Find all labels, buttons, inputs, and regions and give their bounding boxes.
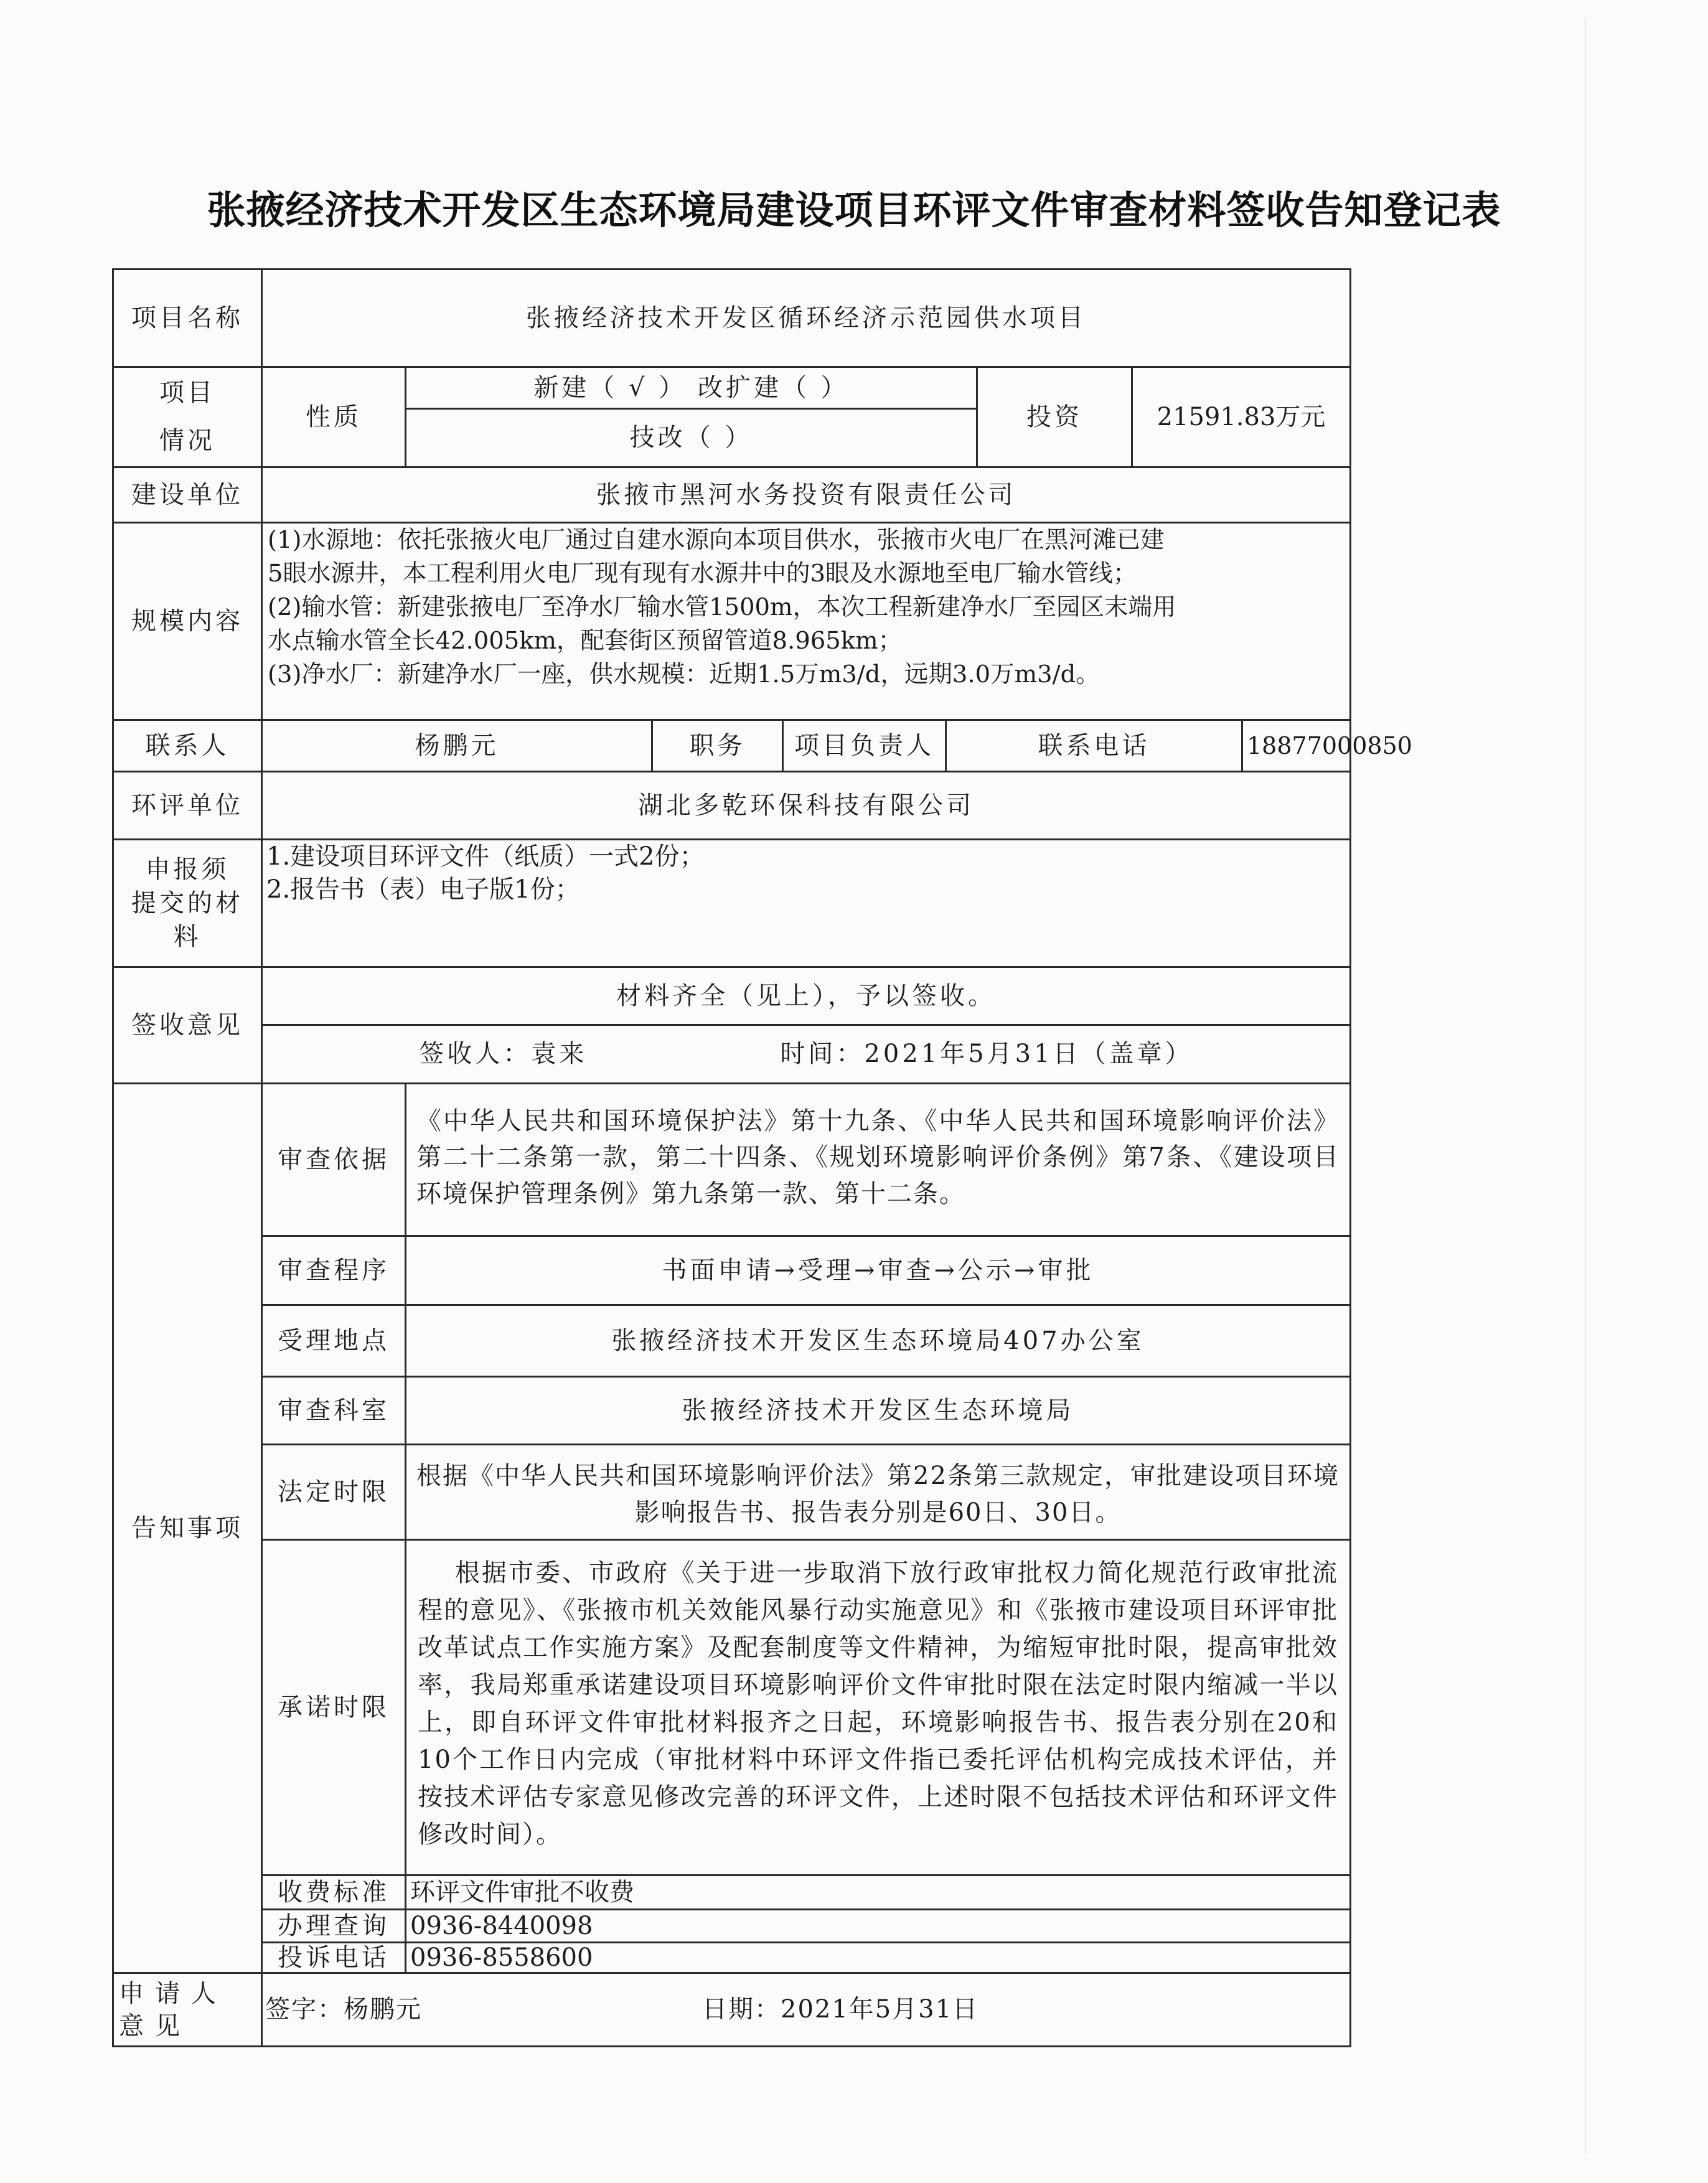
scale-label: 规模内容 [112,522,263,721]
office-label: 审查科室 [261,1376,406,1445]
receipt-label: 签收意见 [112,966,263,1084]
scale-line-1: (1)水源地：依托张掖火电厂通过自建水源向本项目供水，张掖市火电厂在黑河滩已建 [268,526,1165,554]
materials-item-1: 1.建设项目环评文件（纸质）一式2份； [266,842,705,871]
materials-label-line-3: 料 [173,922,202,951]
procedure-label: 审查程序 [261,1235,406,1306]
materials-label-line-2: 提交的材 [131,889,243,918]
materials-item-2: 2.报告书（表）电子版1份； [266,875,580,904]
nature-tech-upgrade: 技改（ ） [405,408,978,468]
complaint-text: 0936-8558600 [405,1941,1351,1974]
applicant-date: 日期：2021年5月31日 [702,1995,979,2024]
location-label: 受理地点 [261,1304,406,1378]
fee-text: 环评文件审批不收费 [405,1874,1351,1910]
investment-value: 21591.83万元 [1131,366,1351,468]
location-text: 张掖经济技术开发区生态环境局407办公室 [405,1304,1351,1378]
inquiry-label: 办理查询 [261,1908,406,1943]
eia-unit-value: 湖北多乾环保科技有限公司 [261,771,1351,840]
position-value: 项目负责人 [782,719,947,772]
promise-limit-text: 根据市委、市政府《关于进一步取消下放行政审批权力简化规范行政审批流程的意见》、《张掖市机关效能风暴行动实施意见》和《张掖市建设项目环评审批改革试点工作实施方案》及配套制度等文件精神，为缩短审批时限，提高审批效率，我局郑重承诺建设项目环境影响评价文件审批时限在法定时限内缩减一半以上，即自环评文件审批材料报齐之日起，环境影响报告书、报告表分别在20和10个工作日内完成（审批材料中环评文件指已委托评估机构完成技术评估，并按技术评估专家意见修改完善的环评文件，上述时限不包括技术评估和环评文件修改时间）。 [405,1539,1351,1876]
nature-label: 性质 [261,366,406,468]
materials-label [112,838,263,968]
applicant-label: 申请人意见 [112,1972,263,2047]
construction-unit-label: 建设单位 [112,466,263,523]
receipt-time: 时间：2021年5月31日（盖章） [780,1040,1193,1069]
scan-edge-line [1585,19,1586,2154]
receipt-signer: 签收人：袁来 [419,1040,588,1069]
complaint-label: 投诉电话 [261,1941,406,1974]
procedure-text: 书面申请→受理→审查→公示→审批 [405,1235,1351,1306]
page-title: 张掖经济技术开发区生态环境局建设项目环评文件审查材料签收告知登记表 [207,187,1501,233]
scale-line-4: 水点输水管全长42.005km，配套街区预留管道8.965km； [268,626,903,655]
investment-label: 投资 [976,366,1133,468]
scale-content [261,522,1351,721]
basis-text: 《中华人民共和国环境保护法》第十九条、《中华人民共和国环境影响评价法》第二十二条第一款，第二十四条、《规划环境影响评价条例》第7条、《建设项目环境保护管理条例》第九条第一款、第十二条。 [405,1082,1351,1237]
scale-line-5: (3)净水厂：新建净水厂一座，供水规模：近期1.5万m3/d，远期3.0万m3/d。 [268,660,1100,688]
basis-label: 审查依据 [261,1082,406,1237]
applicant-signature: 签字：杨鹏元 [265,1995,422,2024]
receipt-sign-row [261,1024,1351,1084]
contact-name: 杨鹏元 [261,719,653,772]
fee-label: 收费标准 [261,1874,406,1910]
materials-content [261,838,1351,968]
notice-label: 告知事项 [112,1082,263,1974]
materials-label-line-1: 申报须 [145,855,230,884]
legal-limit-text: 根据《中华人民共和国环境影响评价法》第22条第三款规定，审批建设项目环境影响报告书、报告表分别是60日、30日。 [405,1444,1351,1541]
eia-unit-label: 环评单位 [112,771,263,840]
legal-limit-label: 法定时限 [261,1444,406,1541]
project-name-value: 张掖经济技术开发区循环经济示范园供水项目 [261,268,1351,368]
project-name-label: 项目名称 [112,268,263,368]
office-text: 张掖经济技术开发区生态环境局 [405,1376,1351,1445]
position-label: 职务 [651,719,784,772]
scale-line-3: (2)输水管：新建张掖电厂至净水厂输水管1500m，本次工程新建净水厂至园区末端用 [268,593,1176,621]
scale-line-2: 5眼水源井，本工程利用火电厂现有现有水源井中的3眼及水源地至电厂输水管线； [268,559,1137,588]
registration-form-table [112,268,1412,2047]
applicant-sign-row [261,1972,1351,2047]
project-info-label-top: 项目 [159,378,215,408]
project-info-label [112,366,263,468]
phone-value: 18877000850 [1241,719,1351,772]
phone-label: 联系电话 [945,719,1243,772]
construction-unit-value: 张掖市黑河水务投资有限责任公司 [261,466,1351,523]
contact-label: 联系人 [112,719,263,772]
promise-limit-label: 承诺时限 [261,1539,406,1876]
receipt-opinion: 材料齐全（见上），予以签收。 [261,966,1351,1026]
inquiry-text: 0936-8440098 [405,1908,1351,1943]
nature-new-build: 新建（ √ ） 改扩建（ ） [405,366,978,410]
project-info-label-bottom: 情况 [159,426,215,455]
